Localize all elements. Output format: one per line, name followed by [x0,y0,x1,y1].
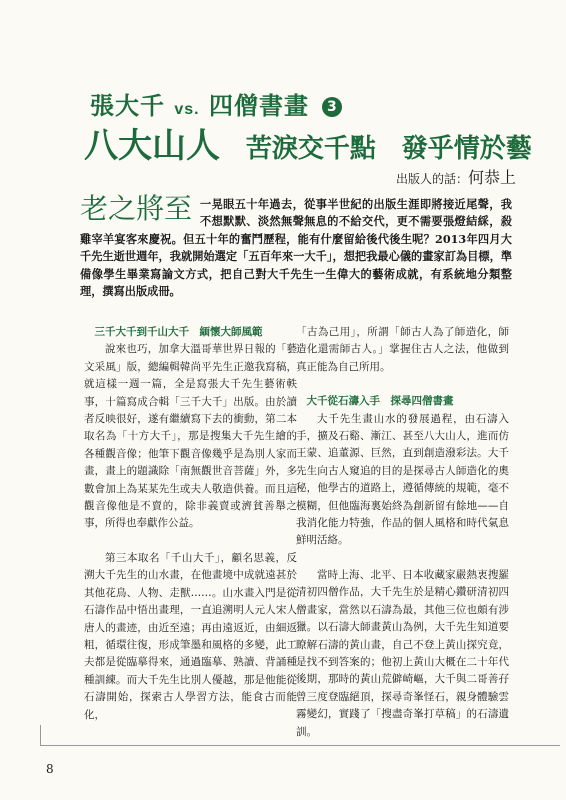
series-title [90,86,342,121]
title-number-badge: 3 [322,97,342,117]
main-title [84,118,532,167]
right-paragraph-1: 「古為己用」，所謂「師古人為了師造化，師造化還需師古人。」掌握住古人之法，他做到真正能為自己所用。 [296,326,509,373]
title-left: 張大千 [90,92,165,120]
publisher-name: 何恭上 [467,168,516,187]
right-paragraph-2: 大千先生畫山水的發展過程，由石濤入手，擴及石谿、漸江、甚至八大山人，進而仿王蒙、追董源、巨然，直到創造潑彩法。大千先生向古人窺追的目的是探尋古人師造化的奧秘，他學古的道路上，遵循傳統的規範，毫不模糊，但他臨海裏始終為創新留有餘地——自我消化能力特強，作品的個人風格和時代氣息鮮明活絡。 [296,412,509,547]
left-column [84,324,297,724]
left-paragraph-1: 說來也巧，加拿大溫哥華世界日報的「藝文采風」版，總編輯韓尚平先生正邀我寫稿，就這樣一週一篇，全是寫張大千先生藝術軼事，十篇寫成合輯「三千大千」出版。由於讀者反映很好，遂有繼續寫下去的衝動，第二本取名為「十方大千」，那是搜集大千先生繪的各種觀音像；他筆下觀音像幾乎是為別人家而畫，畫上的題識除「南無觀世音菩薩」外，多數會加上為某某先生或夫人敬造供養。而且這觀音像他是不賣的，除非義賣或濟貧善舉之事，所得也奉獻作公益。 [84,343,297,530]
right-column [296,324,509,741]
main-title-text: 八大山人 [84,126,220,166]
intro-big-title: 老之將至 [80,192,193,225]
right-paragraph-3: 當時上海、北平、日本收藏家嚴熱衷搜羅清初四僧作品，大千先生於是精心鑽研清初四僧畫家，當然以石濤為最，其他三位也頗有涉獵。以石濤大師畫黃山為例，大千先生知道要瞭解石濤的黃山畫，自己不登上黃山探究竟，是找不到答案的；他初上黃山大概在二十年代後期，那時的黃山荒僻崎嶇，大千與二哥善孖曾三度登臨絕頂，探尋奇峯怪石，親身體驗雲霧變幻，實踐了「搜盡奇峯打草稿」的石濤遺訓。 [296,568,509,738]
left-paragraph-2: 第三本取名「千山大千」，顧名思義，反溯大千先生的山水畫，在他畫境中成就遠甚於其他花鳥、人物、走獸……。山水畫入門是從石濤作品中悟出畫理，一直追溯明人元人宋人唐人的畫迹，由近至遠；再由遠返近，由細返粗，循環往復，形成筆墨和風格的多變，此工夫都是從臨摹得來，通過臨摹、熟讀、背誦種種訓練。而大千先生比別人優越，那是他能從石濤開始，探索古人學習方法，能食古而能化， [84,551,297,721]
publisher-byline [396,165,516,188]
publisher-label: 出版人的話： [395,172,468,186]
title-vs: vs. [174,101,200,118]
subtitle-1: 苦淚交千點 [245,134,376,164]
footer-rule [40,745,560,746]
intro-text: 一晃眼五十年過去，從事半世紀的出版生涯即將接近尾聲，我不想默默、淡然無聲無息的不給交代，更不需要張燈結綵，殺雞宰羊宴客來慶祝。但五十年的奮鬥歷程，能有什麼留給後代後生呢？2013年四月大千先生逝世週年，我就開始選定「五百年來一大千」，想把我最心儀的畫家訂為目標，準備像學生畢業寫論文方式，把自己對大千先生一生偉大的藝術成就，有系統地分類整理，撰寫出版成冊。 [80,197,512,299]
footer-tick [40,725,41,745]
section-heading-2: 大千從石濤入手 探尋四僧書畫 [306,395,454,408]
intro-paragraph [80,192,512,300]
section-heading-1: 三千大千到千山大千 緬懷大師風範 [94,326,263,338]
page-number: 8 [46,762,54,776]
title-right: 四僧書畫 [208,92,309,120]
subtitle-2: 發乎情於藝 [401,134,532,164]
